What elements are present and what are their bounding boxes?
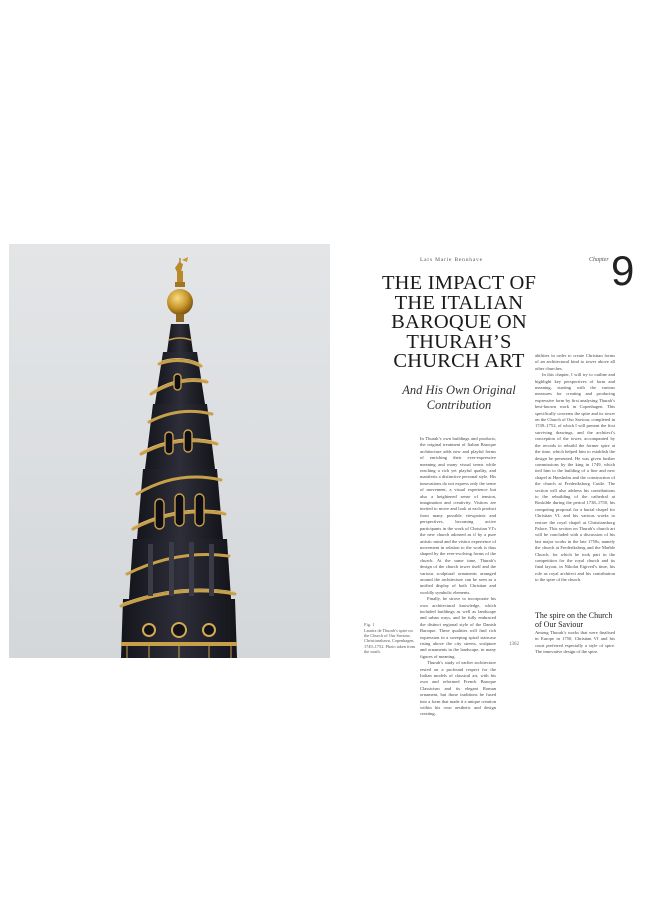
page-number: 1362 [509,642,519,647]
chapter-subtitle [366,383,552,413]
subheading-line: of Our Saviour [535,619,583,629]
paragraph: In this chapter, I will try to outline and highlight key perspectives of form and meaning, starting with the various measures for creating and producing expressive form by first analysing Thurah’s best-known work in Copenhagen. This specifically concerns the spire and its tower on the Church of Our Saviour, completed in 1749–1752, of which I will present the first surviving drawings, and the architect’s conception of the tower, accompanied by the records to rebuild the former spire at the time, which helped him to establish the design he presented. He was given further commissions by the king in 1749, which tied him to the building of a fine and new chapel at Hørsholm and the construction of the church at Frederiksborg Castle. The section will also address his contributions to the rebuilding of the cathedral at Roskilde during the period 1738–1750, his competing proposal for a burial chapel for Christian VI, and his various works to restore the royal chapel at Christiansborg Palace. This section on Thurah’s church art will be concluded with a discussion of his last major works in the late 1750s, namely the church at Frederiksberg and the Marble Church, for which he took part in the competition for the royal church and its final layout, in Nikolai Eigtved’s time, his role as royal architect and his contribution to the spire of the church. [535,372,615,583]
title-line: THE ITALIAN [394,291,524,314]
paragraph: Thurah’s study of earlier architecture rested on a profound respect for the Italian models of classical art, with his own and reformed French Baroque Classicism and its elegant Roman ornament, but those traditions he fused into a form that made it a unique creation within his own aesthetic and design creating. [420,660,496,717]
chapter-label: Chapter [589,257,609,263]
title-line: THURAH’S [406,330,512,353]
subheading-line: The spire on the Church [535,611,613,620]
figure-caption: Lauritz de Thurah’s spire on the Church of Our Saviour, Christianshavn, Copenhagen, 1749–1752. Photo taken from the south. [364,628,416,654]
title-line: THE IMPACT OF [381,272,537,294]
paragraph: In Thurah’s own buildings and products, the original treatment of Italian Baroque architecture adds new and playful forms of enriching their ever-expressive meaning and many visual terms while reaching a rich yet playful quality, and manifests a distinctive personal style. His innovations do not express only the sense of movement, a visual experience but also a heightened sense of tension, imagination and creativity. Visitors are invited to move and look at each product from many possible viewpoints and perspectives, becoming active participants in the work of Christian VI’s the new church adorned as if by a pure artistic mind and the visitor experience of movement in relation to the work is thus shaped by the ever-evolving forms of the church. At the same time, Thurah’s design of the church tower itself and the various sculptural ornaments arranged around the architecture can be seen as a unified display of both Christian and worldly symbolic elements. [420,436,496,595]
title-line: BAROQUE ON [391,311,527,333]
subtitle-line: Contribution [426,398,492,412]
subtitle-line: And His Own Original [402,383,516,397]
paragraph: Among Thurah’s works that were finalised in Europe in 1750, Christian VI and his court preferred especially a style of spire. The innovative design of the spire. [535,630,615,655]
chapter-title [364,274,554,372]
figure-number: Fig. 1 [364,622,375,627]
title-line: CHURCH ART [393,350,525,372]
body-column-left [420,436,496,718]
section-subheading [535,612,625,629]
body-column-section [535,630,615,656]
paragraph: Finally, he strove to incorporate his own architectural knowledge, which included buildings as well as landscape and urban ways, and he fully embraced the distinct regional style of the Danish Baroque. These qualities will find rich expression in a sweeping spiral staircase rising above the city streets, sculpture and ornaments in the landscape, in many figures of meaning. [420,596,496,659]
chapter-number: 9 [611,247,635,294]
author-name: Lars Marie Bennhave [420,257,483,263]
body-column-right [535,353,615,584]
paragraph: abilities in order to create Christian forms of an architectural kind to tower above all other churches. [535,353,615,371]
spire-photograph [9,244,330,658]
